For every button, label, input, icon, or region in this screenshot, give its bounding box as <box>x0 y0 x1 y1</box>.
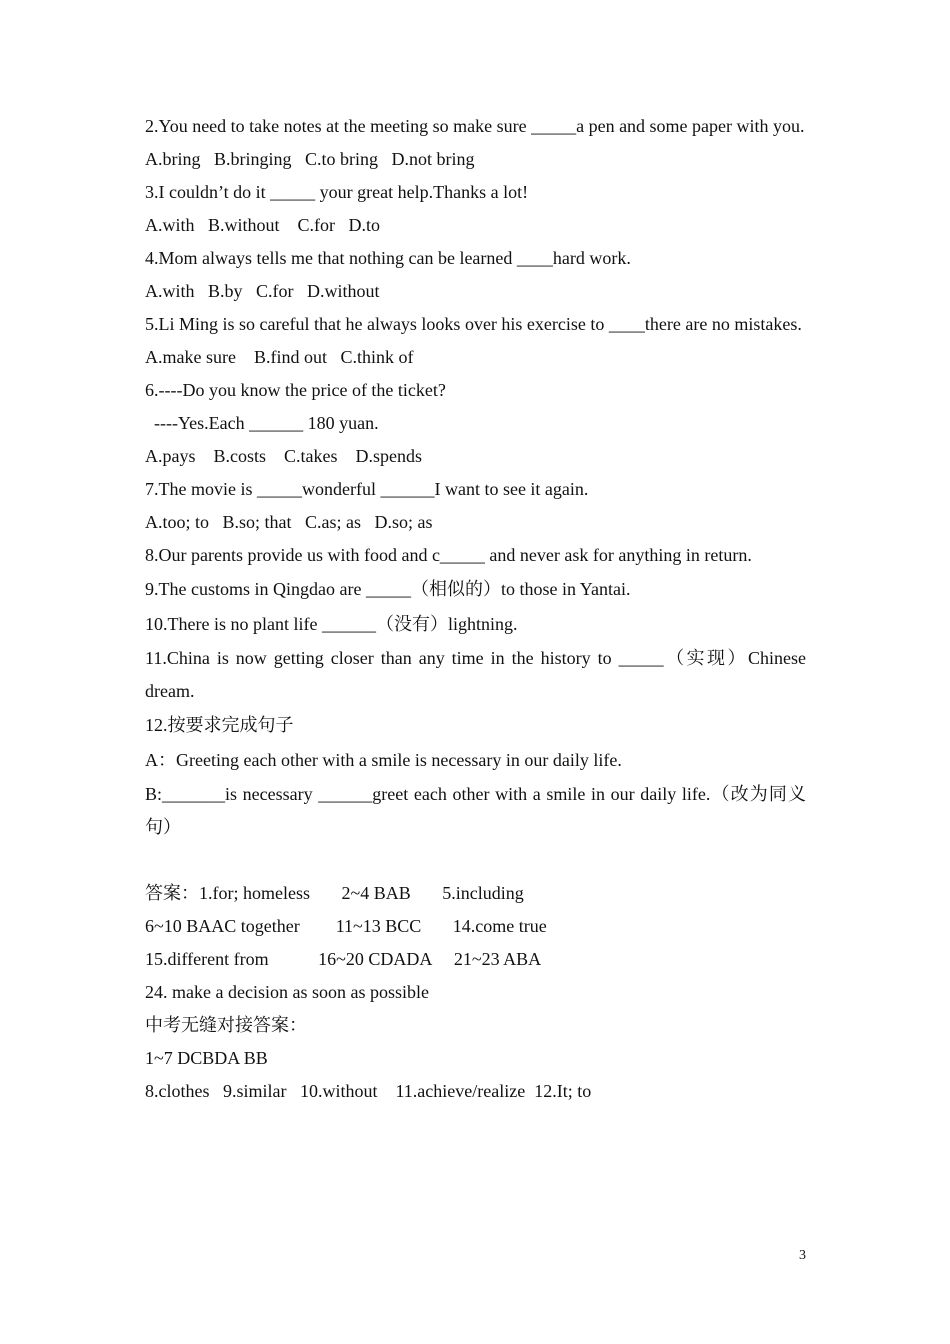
question-12-title: 12.按要求完成句子 <box>145 715 294 735</box>
answer-line-4: 24. make a decision as soon as possible <box>145 982 429 1002</box>
section-gap <box>145 844 806 877</box>
question-7-options: A.too; to B.so; that C.as; as D.so; as <box>145 512 433 532</box>
question-4-stem: 4.Mom always tells me that nothing can be learned ____hard work. <box>145 248 631 268</box>
question-6-reply: ----Yes.Each ______ 180 yuan. <box>145 413 379 433</box>
question-7-stem: 7.The movie is _____wonderful ______I want to see it again. <box>145 479 589 499</box>
question-9-stem: 9.The customs in Qingdao are _____（相似的）to those in Yantai. <box>145 579 631 599</box>
question-2-stem: 2.You need to take notes at the meeting so make sure _____a pen and some paper with you. <box>145 116 805 136</box>
answer-line-2: 6~10 BAAC together 11~13 BCC 14.come true <box>145 916 547 936</box>
question-6-options: A.pays B.costs C.takes D.spends <box>145 446 422 466</box>
question-6-stem: 6.----Do you know the price of the ticket? <box>145 380 446 400</box>
question-12-sentence-b: B:_______is necessary ______greet each other with a smile in our daily life.（改为同义句） <box>145 784 806 837</box>
page-number: 3 <box>799 1248 806 1263</box>
question-5-options: A.make sure B.find out C.think of <box>145 347 414 367</box>
answer-line-1: 答案：1.for; homeless 2~4 BAB 5.including <box>145 883 524 903</box>
question-4-options: A.with B.by C.for D.without <box>145 281 380 301</box>
question-8-stem: 8.Our parents provide us with food and c_____ and never ask for anything in return. <box>145 545 752 565</box>
answer-line-5: 中考无缝对接答案： <box>145 1015 307 1035</box>
question-11-stem: 11.China is now getting closer than any time in the history to _____（实现）Chinese dream. <box>145 648 806 701</box>
question-10-stem: 10.There is no plant life ______（没有）lightning. <box>145 614 518 634</box>
question-2-options: A.bring B.bringing C.to bring D.not bring <box>145 149 475 169</box>
question-3-stem: 3.I couldn’t do it _____ your great help.Thanks a lot! <box>145 182 529 202</box>
answer-line-3: 15.different from 16~20 CDADA 21~23 ABA <box>145 949 542 969</box>
answer-line-6: 1~7 DCBDA BB <box>145 1048 268 1068</box>
answer-line-7: 8.clothes 9.similar 10.without 11.achieve/realize 12.It; to <box>145 1081 592 1101</box>
question-12-sentence-a: A：Greeting each other with a smile is necessary in our daily life. <box>145 750 622 770</box>
question-5-stem: 5.Li Ming is so careful that he always looks over his exercise to ____there are no mistakes. <box>145 314 802 334</box>
document-page <box>145 110 806 1108</box>
question-3-options: A.with B.without C.for D.to <box>145 215 381 235</box>
